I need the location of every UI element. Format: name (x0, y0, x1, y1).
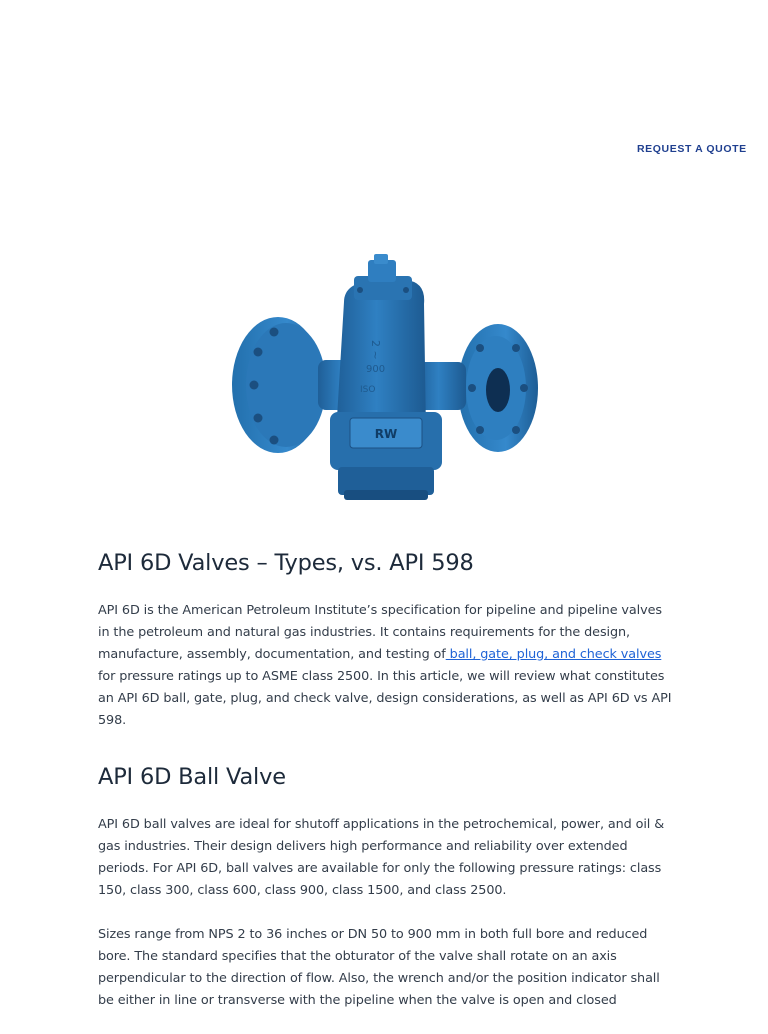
request-quote-link[interactable]: REQUEST A QUOTE (637, 143, 747, 155)
ball-valve-paragraph-2: Sizes range from NPS 2 to 36 inches or DN 50 to 900 mm in both full bore and reduced bore. The standard specifies that the obturator of the valve shall rotate on an axis perpendicular to the direction of flow. Also, the wrench and/or the position indicator shall be either in line or transverse with the pipeline when the valve is open and closed (98, 927, 660, 1008)
valve-types-link[interactable]: ball, gate, plug, and check valves (445, 647, 662, 662)
intro-paragraph (98, 600, 673, 732)
svg-text:ISO: ISO (360, 385, 376, 395)
article-title: API 6D Valves – Types, vs. API 598 (98, 550, 474, 576)
section-heading-ball-valve: API 6D Ball Valve (98, 764, 286, 790)
intro-text-after: for pressure ratings up to ASME class 2500. In this article, we will review what constitutes an API 6D ball, gate, plug, and check valve, design considerations, as well as API 6D vs API 598. (98, 669, 672, 728)
intro-text-before: API 6D is the American Petroleum Institute’s specification for pipeline and pipeline valves in the petroleum and natural gas industries. It contains requirements for the design, manufacture, assembly, documentation, and testing of (98, 603, 662, 662)
article (98, 540, 673, 1034)
svg-text:900: 900 (366, 364, 386, 375)
svg-text:2 ~: 2 ~ (369, 340, 382, 360)
ball-valve-paragraph-1: API 6D ball valves are ideal for shutoff applications in the petrochemical, power, and oil & gas industries. Their design delivers high performance and reliability over extended periods. For API 6D, ball valves are available for only the following pressure ratings: class 150, class 300, class 600, class 900, class 1500, and class 2500. (98, 817, 665, 898)
svg-text:RW: RW (374, 427, 398, 441)
plug-valve-image (226, 252, 542, 504)
